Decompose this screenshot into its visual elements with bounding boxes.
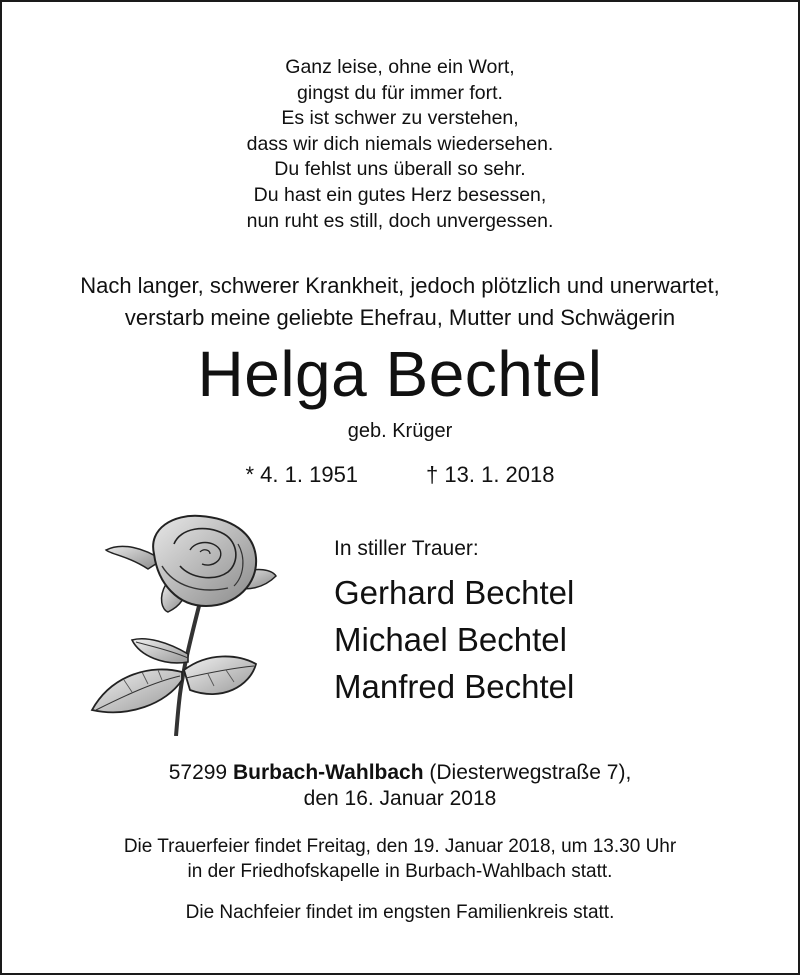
service-info <box>0 834 800 884</box>
life-dates <box>0 460 800 490</box>
town: Burbach-Wahlbach <box>232 761 424 784</box>
address-line <box>0 760 800 786</box>
mourner-name: Michael Bechtel <box>334 621 567 658</box>
mourners-block <box>334 535 574 710</box>
announcement-line: Nach langer, schwerer Krankheit, jedoch plötzlich und unerwartet, <box>80 273 720 298</box>
service-line: in der Friedhofskapelle in Burbach-Wahlbach statt. <box>187 861 613 882</box>
poem-line: Du fehlst uns überall so sehr. <box>274 158 526 181</box>
mourner-name: Gerhard Bechtel <box>334 574 575 611</box>
rose-icon <box>88 514 288 736</box>
poem-line: Ganz leise, ohne ein Wort, <box>285 56 515 78</box>
street: (Diesterwegstraße 7), <box>429 761 632 784</box>
notice-date: den 16. Januar 2018 <box>303 787 497 810</box>
announcement-line: verstarb meine geliebte Ehefrau, Mutter und Schwägerin <box>124 305 676 330</box>
announcement <box>0 270 800 334</box>
poem-line: dass wir dich niemals wiedersehen. <box>246 132 554 155</box>
death-date: † 13. 1. 2018 <box>426 462 555 487</box>
address-block <box>0 760 800 812</box>
poem-line: gingst du für immer fort. <box>297 81 503 104</box>
birth-date: * 4. 1. 1951 <box>245 462 359 487</box>
poem-line: Du hast ein gutes Herz besessen, <box>253 183 547 206</box>
poem <box>0 55 800 234</box>
after-info: Die Nachfeier findet im engsten Familienkreis statt. <box>185 902 615 923</box>
poem-line: nun ruht es still, doch unvergessen. <box>246 209 554 232</box>
deceased-name: Helga Bechtel <box>197 338 603 410</box>
postcode: 57299 <box>168 761 228 784</box>
mourner-name: Manfred Bechtel <box>334 668 575 705</box>
poem-line: Es ist schwer zu verstehen, <box>281 107 519 130</box>
birth-name: geb. Krüger <box>347 420 453 442</box>
service-line: Die Trauerfeier findet Freitag, den 19. Januar 2018, um 13.30 Uhr <box>123 836 677 857</box>
mourners-lead: In stiller Trauer: <box>334 537 479 560</box>
